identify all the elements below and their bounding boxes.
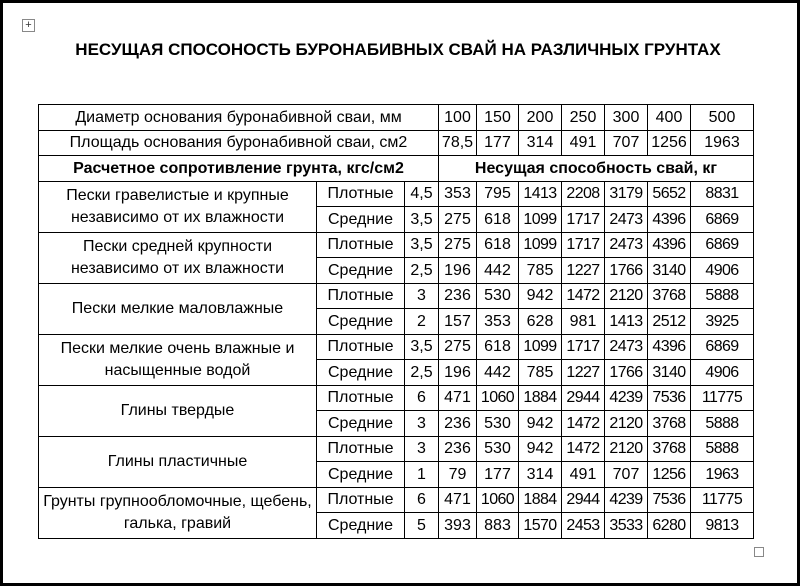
soil-type-cell: Глины пластичные (39, 436, 317, 487)
pile-capacity-table (38, 104, 754, 539)
capacity-cell: 1099 (519, 207, 562, 233)
capacity-cell: 3533 (605, 513, 648, 539)
soil-type-cell: Пески мелкие очень влажные и насыщенные водой (39, 334, 317, 385)
table-row (39, 283, 754, 309)
density-cell: Плотные (317, 385, 405, 411)
diameter-cell: 200 (519, 105, 562, 131)
capacity-cell: 1227 (562, 258, 605, 284)
table-row (39, 181, 754, 207)
area-row (39, 130, 754, 156)
table-row (39, 487, 754, 513)
capacity-cell: 2453 (562, 513, 605, 539)
capacity-cell: 942 (519, 283, 562, 309)
soil-type-cell: Пески гравелистые и крупные независимо от их влажности (39, 181, 317, 232)
capacity-cell: 4396 (648, 207, 691, 233)
capacity-cell: 393 (439, 513, 477, 539)
area-cell: 1963 (691, 130, 754, 156)
capacity-cell: 471 (439, 385, 477, 411)
capacity-cell: 2473 (605, 334, 648, 360)
resistance-cell: 3 (405, 283, 439, 309)
capacity-cell: 5888 (691, 436, 754, 462)
capacity-cell: 353 (477, 309, 519, 335)
capacity-cell: 530 (477, 411, 519, 437)
capacity-cell: 1099 (519, 334, 562, 360)
capacity-cell: 11775 (691, 385, 754, 411)
capacity-cell: 5652 (648, 181, 691, 207)
density-cell: Плотные (317, 283, 405, 309)
resistance-cell: 3 (405, 436, 439, 462)
capacity-cell: 883 (477, 513, 519, 539)
capacity-cell: 442 (477, 360, 519, 386)
soil-type-cell: Пески средней крупности независимо от их влажности (39, 232, 317, 283)
capacity-cell: 1717 (562, 232, 605, 258)
capacity-cell: 196 (439, 360, 477, 386)
capacity-cell: 2944 (562, 385, 605, 411)
capacity-cell: 1570 (519, 513, 562, 539)
capacity-cell: 4239 (605, 385, 648, 411)
capacity-cell: 5888 (691, 411, 754, 437)
diameter-cell: 250 (562, 105, 605, 131)
capacity-cell: 1472 (562, 411, 605, 437)
capacity-cell: 7536 (648, 487, 691, 513)
density-cell: Средние (317, 309, 405, 335)
diameter-cell: 300 (605, 105, 648, 131)
capacity-cell: 4239 (605, 487, 648, 513)
density-cell: Средние (317, 360, 405, 386)
table-row (39, 385, 754, 411)
capacity-cell: 2120 (605, 411, 648, 437)
capacity-cell: 1963 (691, 462, 754, 488)
soil-type-cell: Пески мелкие маловлажные (39, 283, 317, 334)
diameter-cell: 400 (648, 105, 691, 131)
resistance-cell: 6 (405, 385, 439, 411)
capacity-cell: 491 (562, 462, 605, 488)
capacity-cell: 6869 (691, 334, 754, 360)
capacity-cell: 3768 (648, 283, 691, 309)
capacity-cell: 2208 (562, 181, 605, 207)
capacity-cell: 275 (439, 334, 477, 360)
table-row (39, 232, 754, 258)
density-cell: Средние (317, 513, 405, 539)
area-cell: 78,5 (439, 130, 477, 156)
resistance-cell: 2 (405, 309, 439, 335)
capacity-cell: 79 (439, 462, 477, 488)
diameter-cell: 500 (691, 105, 754, 131)
density-cell: Плотные (317, 487, 405, 513)
capacity-cell: 3925 (691, 309, 754, 335)
capacity-cell: 11775 (691, 487, 754, 513)
resistance-cell: 3,5 (405, 334, 439, 360)
capacity-cell: 942 (519, 411, 562, 437)
capacity-cell: 177 (477, 462, 519, 488)
capacity-cell: 4396 (648, 232, 691, 258)
table-row (39, 436, 754, 462)
density-cell: Плотные (317, 181, 405, 207)
capacity-cell: 1099 (519, 232, 562, 258)
capacity-cell: 3179 (605, 181, 648, 207)
column-header-row (39, 156, 754, 182)
capacity-cell: 2944 (562, 487, 605, 513)
diameter-label: Диаметр основания буронабивной сваи, мм (39, 105, 439, 131)
capacity-cell: 1766 (605, 258, 648, 284)
capacity-cell: 795 (477, 181, 519, 207)
resistance-cell: 2,5 (405, 258, 439, 284)
capacity-cell: 1413 (605, 309, 648, 335)
capacity-cell: 6869 (691, 207, 754, 233)
capacity-cell: 4396 (648, 334, 691, 360)
resistance-cell: 3,5 (405, 207, 439, 233)
capacity-cell: 1766 (605, 360, 648, 386)
resistance-cell: 5 (405, 513, 439, 539)
capacity-cell: 785 (519, 258, 562, 284)
capacity-cell: 3140 (648, 360, 691, 386)
soil-type-cell: Грунты групнообломочные, щебень, галька, гравий (39, 487, 317, 538)
capacity-cell: 1256 (648, 462, 691, 488)
capacity-header: Несущая способность свай, кг (439, 156, 754, 182)
capacity-cell: 618 (477, 334, 519, 360)
capacity-cell: 1717 (562, 334, 605, 360)
resistance-cell: 1 (405, 462, 439, 488)
capacity-cell: 6280 (648, 513, 691, 539)
density-cell: Плотные (317, 232, 405, 258)
density-cell: Средние (317, 258, 405, 284)
area-cell: 707 (605, 130, 648, 156)
density-cell: Плотные (317, 334, 405, 360)
capacity-cell: 2120 (605, 283, 648, 309)
capacity-cell: 5888 (691, 283, 754, 309)
capacity-cell: 628 (519, 309, 562, 335)
table-move-handle[interactable]: + (22, 19, 35, 32)
capacity-cell: 1884 (519, 487, 562, 513)
area-cell: 177 (477, 130, 519, 156)
capacity-cell: 2512 (648, 309, 691, 335)
capacity-cell: 981 (562, 309, 605, 335)
capacity-cell: 618 (477, 232, 519, 258)
page-title: НЕСУЩАЯ СПОСОНОСТЬ БУРОНАБИВНЫХ СВАЙ НА РАЗЛИЧНЫХ ГРУНТАХ (75, 40, 721, 59)
capacity-cell: 1472 (562, 436, 605, 462)
density-cell: Плотные (317, 436, 405, 462)
area-cell: 491 (562, 130, 605, 156)
capacity-cell: 3140 (648, 258, 691, 284)
capacity-cell: 3768 (648, 411, 691, 437)
capacity-cell: 236 (439, 411, 477, 437)
capacity-cell: 4906 (691, 360, 754, 386)
resistance-cell: 4,5 (405, 181, 439, 207)
capacity-cell: 275 (439, 232, 477, 258)
capacity-cell: 530 (477, 436, 519, 462)
capacity-cell: 275 (439, 207, 477, 233)
resistance-header: Расчетное сопротивление грунта, кгс/см2 (39, 156, 439, 182)
density-cell: Средние (317, 462, 405, 488)
capacity-cell: 157 (439, 309, 477, 335)
capacity-cell: 314 (519, 462, 562, 488)
diameter-cell: 100 (439, 105, 477, 131)
density-cell: Средние (317, 411, 405, 437)
capacity-cell: 1717 (562, 207, 605, 233)
capacity-cell: 1413 (519, 181, 562, 207)
resistance-cell: 3,5 (405, 232, 439, 258)
diameter-cell: 150 (477, 105, 519, 131)
capacity-cell: 785 (519, 360, 562, 386)
capacity-cell: 1884 (519, 385, 562, 411)
resistance-cell: 2,5 (405, 360, 439, 386)
area-label: Площадь основания буронабивной сваи, см2 (39, 130, 439, 156)
capacity-cell: 1060 (477, 487, 519, 513)
capacity-cell: 7536 (648, 385, 691, 411)
capacity-cell: 2473 (605, 232, 648, 258)
capacity-cell: 1060 (477, 385, 519, 411)
table-resize-handle[interactable] (754, 547, 764, 557)
capacity-cell: 1472 (562, 283, 605, 309)
capacity-cell: 3768 (648, 436, 691, 462)
density-cell: Средние (317, 207, 405, 233)
soil-type-cell: Глины твердые (39, 385, 317, 436)
capacity-cell: 942 (519, 436, 562, 462)
table-row (39, 334, 754, 360)
capacity-cell: 353 (439, 181, 477, 207)
area-cell: 314 (519, 130, 562, 156)
capacity-cell: 9813 (691, 513, 754, 539)
capacity-cell: 2473 (605, 207, 648, 233)
capacity-cell: 236 (439, 436, 477, 462)
capacity-cell: 442 (477, 258, 519, 284)
resistance-cell: 3 (405, 411, 439, 437)
capacity-cell: 618 (477, 207, 519, 233)
capacity-cell: 196 (439, 258, 477, 284)
capacity-cell: 2120 (605, 436, 648, 462)
area-cell: 1256 (648, 130, 691, 156)
capacity-cell: 6869 (691, 232, 754, 258)
resistance-cell: 6 (405, 487, 439, 513)
capacity-cell: 530 (477, 283, 519, 309)
capacity-cell: 1227 (562, 360, 605, 386)
capacity-cell: 471 (439, 487, 477, 513)
capacity-cell: 707 (605, 462, 648, 488)
capacity-cell: 236 (439, 283, 477, 309)
capacity-cell: 4906 (691, 258, 754, 284)
capacity-cell: 8831 (691, 181, 754, 207)
diameter-row (39, 105, 754, 131)
